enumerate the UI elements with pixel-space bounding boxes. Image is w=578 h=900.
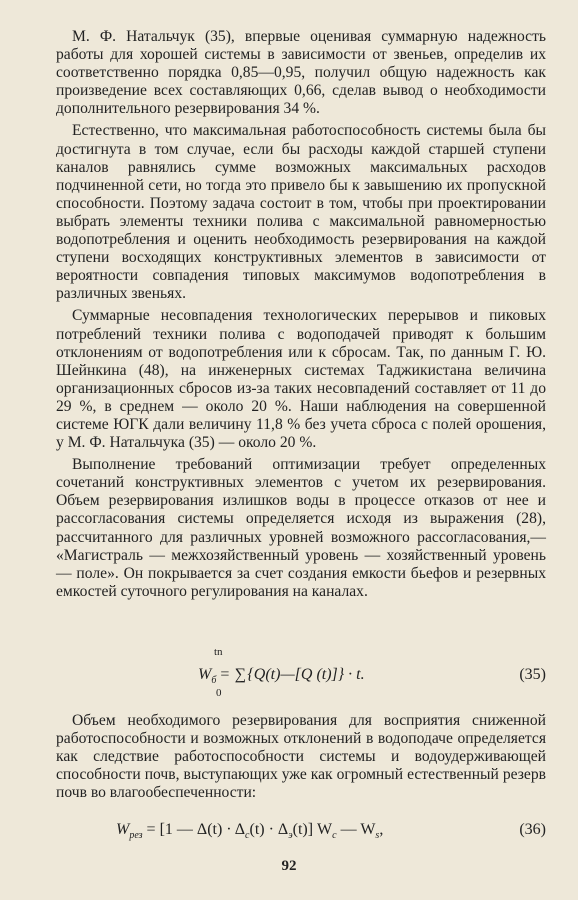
formula-35-lhs: W: [198, 666, 212, 683]
paragraph-1: М. Ф. Натальчук (35), впервые оценивая суммарную надежность работы для хорошей системы в зависимости от звеньев, определив их соответственно порядка 0,85—0,95, получил общую надежность как произведение всех составляющих 0,66, сделав вывод о необходимости дополнительного резервирования 34 %.: [56, 28, 546, 118]
formula-35-eq: =: [216, 666, 234, 683]
formula-36-part-a: = [1 — Δ(t) · Δ: [142, 821, 246, 838]
sigma-symbol: ∑: [234, 666, 247, 683]
formula-36-part-d: — W: [336, 821, 376, 838]
paragraph-2: Естественно, что максимальная работоспособность системы была бы достигнута в том случае, если бы расходы каждой старшей ступени каналов равнялись сумме возможных максимальных расходов подчиненной сети, но тогда это привело бы к завышению их пропускной способности. Поэтому задача состоит в том, чтобы при проектировании выбрать элементы техники полива с максимальной равномерностью водопотребления и оценить необходимость резервирования на каждой ступени восходящих конструктивных элементов в зависимости от вероятности совпадения типовых максимумов водопотребления в различных звеньях.: [56, 122, 546, 303]
equation-number-36: (36): [519, 821, 546, 838]
sum-lower-limit: 0: [216, 687, 222, 699]
formula-36-sub-e: э: [288, 830, 293, 842]
formula-36-sub-c: c: [245, 830, 250, 842]
formula-36-sub-c2: c: [332, 830, 337, 842]
formula-35: [56, 640, 546, 699]
equation-number-35: (35): [519, 666, 546, 683]
formula-36: [56, 821, 546, 843]
formula-35-body: {Q(t)—[Q (t)]} · t.: [247, 666, 365, 683]
formula-36-lhs-sub: рез: [129, 830, 143, 842]
formula-36-lhs: W: [116, 821, 130, 838]
text-block-top: [56, 28, 546, 605]
paragraph-3: Суммарные несовпадения технологических перерывов и пиковых потреблений техники полива с водоподачей приводят к большим отклонениям от водопотребления или к сбросам. Так, по данным Г. Ю. Шейнкина (48), на инженерных системах Таджикистана величина организационных сбросов из-за таких несовпадений составляет от 11 до 29 %, в среднем — около 20 %. Наши наблюдения на совершенной системе ЮГК дали величину 11,8 % без учета сброса с полей орошения, у М. Ф. Натальчука (35) — около 20 %.: [56, 307, 546, 452]
page-number: 92: [281, 858, 297, 874]
text-block-bottom: [56, 712, 546, 806]
formula-36-tail: ,: [379, 821, 384, 838]
paragraph-4: Выполнение требований оптимизации требует определенных сочетаний конструктивных элементов с учетом их резервирования. Объем резервирования излишков воды в процессе отказов от нее и рассогласования системы определяется исходя из выражения (28), рассчитанного для различных уровней возможного рассогласования,— «Магистраль — межхозяйственный уровень — хозяйственный уровень — поле». Он покрывается за счет создания емкости бьефов и резервных емкостей суточного регулирования на каналах.: [56, 456, 546, 600]
paragraph-5: Объем необходимого резервирования для восприятия сниженной работоспособности и возможных отклонений в водоподаче определяется как следствие работоспособности системы и водоудерживающей способности почв, выступающих уже как огромный естественный резерв почв во влагообеспеченности:: [56, 712, 546, 802]
sum-upper-limit: tn: [214, 646, 223, 658]
formula-36-expression: [116, 821, 383, 841]
formula-36-part-b: (t) · Δ: [249, 821, 289, 838]
formula-36-sub-s: s: [375, 830, 380, 842]
formula-36-part-c: (t)] W: [292, 821, 333, 838]
formula-35-expression: [198, 666, 365, 686]
formula-35-lhs-sub: б: [211, 675, 217, 687]
